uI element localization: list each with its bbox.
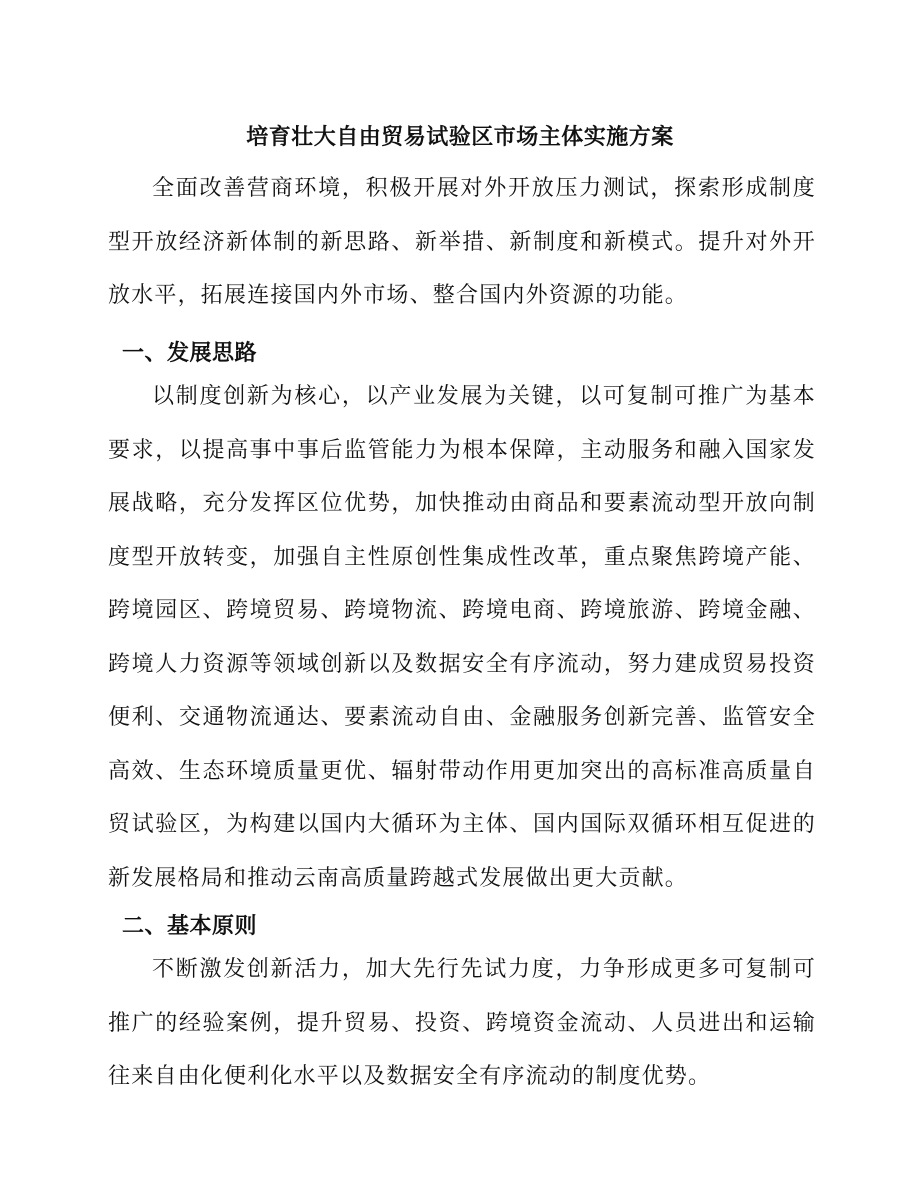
document-title: 培育壮大自由贸易试验区市场主体实施方案 [246,125,674,150]
section-heading-development-approach: 一、发展思路 [122,341,258,366]
intro-paragraph: 全面改善营商环境，积极开展对外开放压力测试，探索形成制度型开放经济新体制的新思路、新举措、新制度和新模式。提升对外开放水平，拓展连接国内外市场、整合国内外资源的功能。 [108,176,816,308]
section-body-basic-principles: 不断激发创新活力，加大先行先试力度，力争形成更多可复制可推广的经验案例，提升贸易、投资、跨境资金流动、人员进出和运输往来自由化便利化水平以及数据安全有序流动的制度优势。 [108,957,816,1089]
section-body-development-approach: 以制度创新为核心，以产业发展为关键，以可复制可推广为基本要求，以提高事中事后监管能力为根本保障，主动服务和融入国家发展战略，充分发挥区位优势，加快推动由商品和要素流动型开放向制度型开放转变，加强自主性原创性集成性改革，重点聚焦跨境产能、跨境园区、跨境贸易、跨境物流、跨境电商、跨境旅游、跨境金融、跨境人力资源等领域创新以及数据安全有序流动，努力建成贸易投资便利、交通物流通达、要素流动自由、金融服务创新完善、监管安全高效、生态环境质量更优、辐射带动作用更加突出的高标准高质量自贸试验区，为构建以国内大循环为主体、国内国际双循环相互促进的新发展格局和推动云南高质量跨越式发展做出更大贡献。 [108,384,816,891]
section-heading-basic-principles: 二、基本原则 [122,914,258,939]
